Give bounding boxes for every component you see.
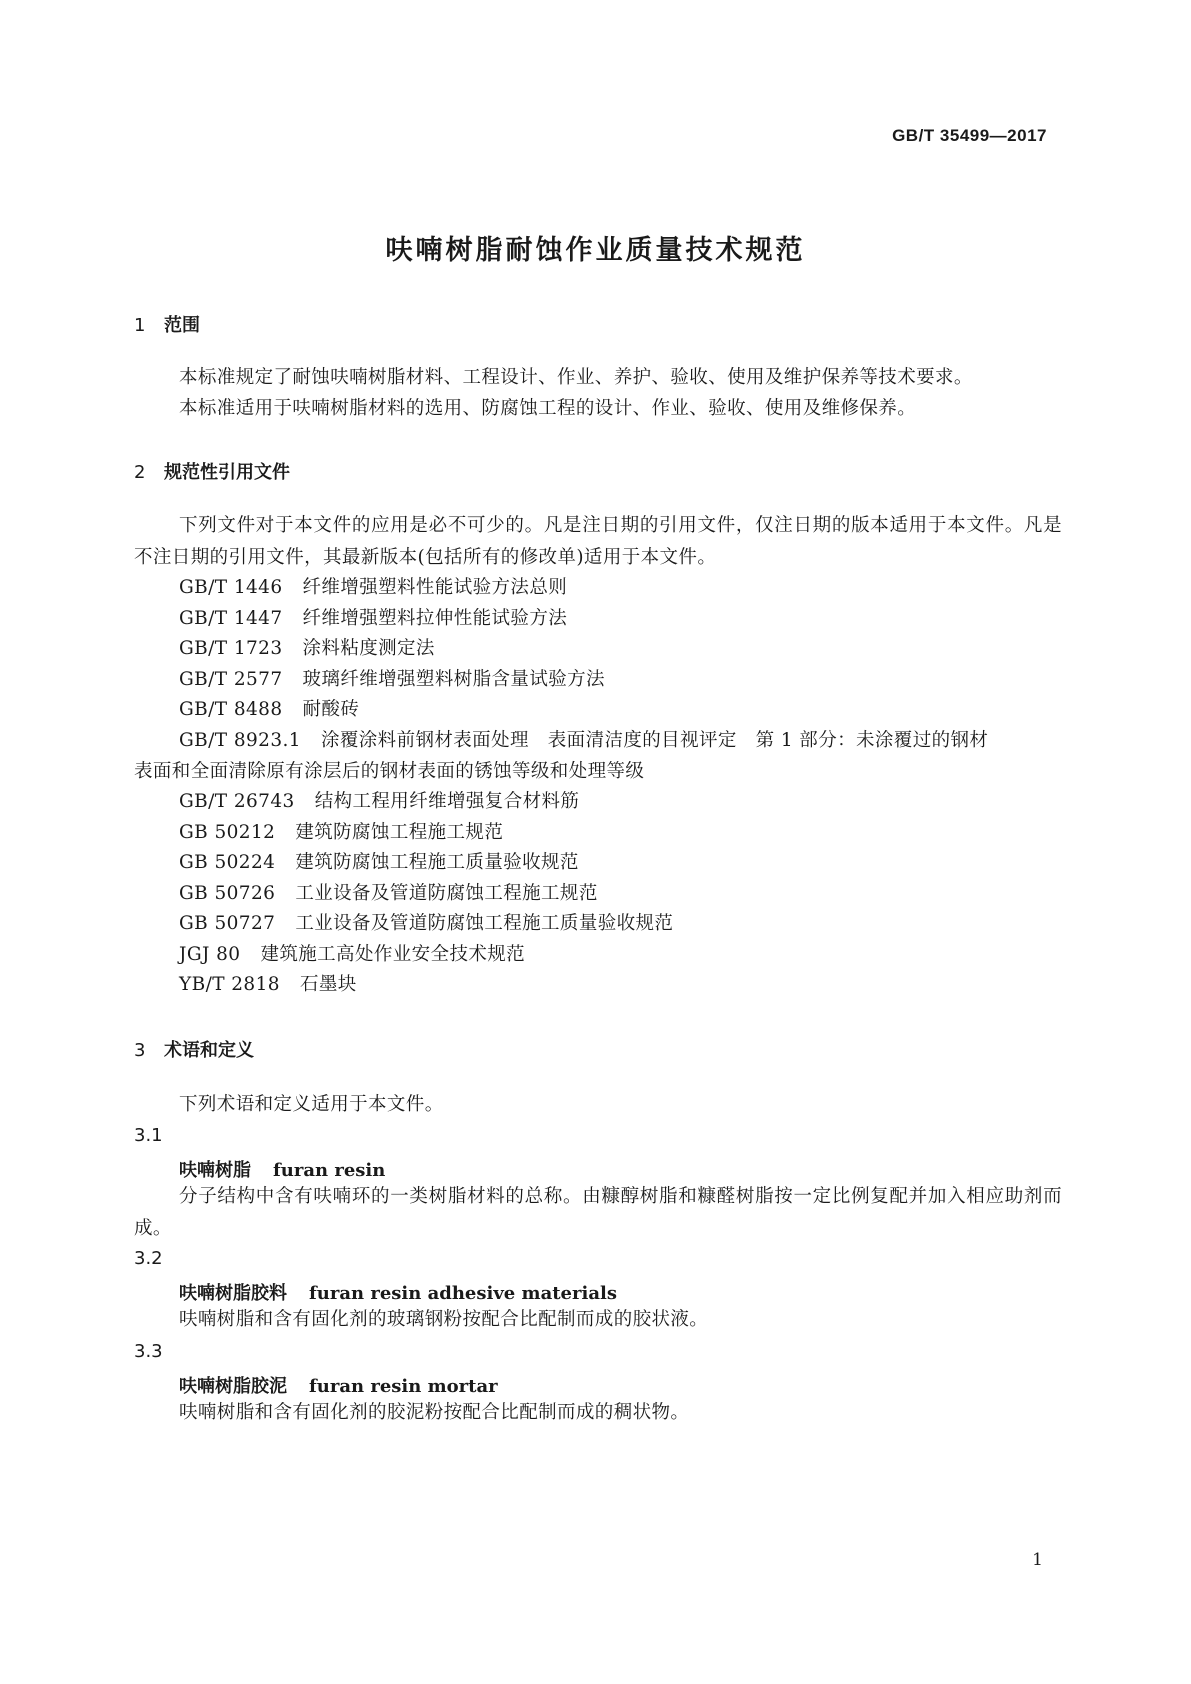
reference-code: GB 50726 xyxy=(179,883,276,904)
scope-paragraph: 本标准规定了耐蚀呋喃树脂材料、工程设计、作业、养护、验收、使用及维护保养等技术要求。 xyxy=(179,367,973,388)
reference-title: 工业设备及管道防腐蚀工程施工规范 xyxy=(295,883,598,904)
section-heading-terms xyxy=(134,1036,254,1062)
standard-code: GB/T 35499—2017 xyxy=(892,126,1047,145)
reference-item xyxy=(179,908,673,940)
reference-title: 建筑防腐蚀工程施工质量验收规范 xyxy=(295,852,579,873)
term-en: furan resin mortar xyxy=(309,1376,498,1397)
section-number: 3 xyxy=(134,1040,146,1061)
reference-code: GB/T 1447 xyxy=(179,608,283,629)
reference-title: 石墨块 xyxy=(299,974,357,995)
reference-code: GB/T 2577 xyxy=(179,669,283,690)
reference-title: 纤维增强塑料拉伸性能试验方法 xyxy=(302,608,568,629)
reference-code: YB/T 2818 xyxy=(179,974,280,995)
reference-title: 涂覆涂料前钢材表面处理 表面清洁度的目视评定 第 1 部分：未涂覆过的钢材 xyxy=(320,730,989,751)
normative-refs-intro: 下列文件对于本文件的应用是必不可少的。凡是注日期的引用文件，仅注日期的版本适用于本文件。凡是不注日期的引用文件，其最新版本(包括所有的修改单)适用于本文件。 xyxy=(134,515,1062,568)
reference-code: GB/T 1446 xyxy=(179,577,283,598)
reference-item xyxy=(179,939,525,971)
reference-item xyxy=(179,633,435,665)
term-zh: 呋喃树脂胶料 xyxy=(179,1283,287,1304)
section-number: 1 xyxy=(134,315,146,336)
reference-item xyxy=(179,847,579,879)
section-heading-scope xyxy=(134,311,200,337)
reference-item xyxy=(179,969,357,1001)
page-number: 1 xyxy=(1032,1550,1043,1570)
reference-title: 耐酸砖 xyxy=(302,699,360,720)
section-number: 2 xyxy=(134,462,146,483)
reference-item xyxy=(179,603,567,635)
term-definition: 分子结构中含有呋喃环的一类树脂材料的总称。由糠醇树脂和糠醛树脂按一定比例复配并加入相应助剂而成。 xyxy=(134,1186,1062,1239)
reference-title: 工业设备及管道防腐蚀工程施工质量验收规范 xyxy=(295,913,674,934)
reference-title: 玻璃纤维增强塑料树脂含量试验方法 xyxy=(302,669,605,690)
scope-paragraph: 本标准适用于呋喃树脂材料的选用、防腐蚀工程的设计、作业、验收、使用及维修保养。 xyxy=(179,398,917,419)
reference-code: GB 50212 xyxy=(179,822,276,843)
reference-item xyxy=(179,878,598,910)
term-number: 3.1 xyxy=(134,1125,163,1146)
reference-title-continued: 表面和全面清除原有涂层后的钢材表面的锈蚀等级和处理等级 xyxy=(134,761,645,782)
reference-code: GB/T 1723 xyxy=(179,638,283,659)
reference-code: GB 50727 xyxy=(179,913,276,934)
reference-code: GB/T 8923.1 xyxy=(179,730,301,751)
section-title: 范围 xyxy=(164,315,200,336)
term-definition: 呋喃树脂和含有固化剂的玻璃钢粉按配合比配制而成的胶状液。 xyxy=(179,1309,709,1330)
reference-title: 建筑施工高处作业安全技术规范 xyxy=(260,944,526,965)
reference-title: 结构工程用纤维增强复合材料筋 xyxy=(314,791,580,812)
term-number: 3.3 xyxy=(134,1341,163,1362)
document-title: 呋喃树脂耐蚀作业质量技术规范 xyxy=(385,235,806,266)
reference-code: JGJ 80 xyxy=(179,944,241,965)
term-definition: 呋喃树脂和含有固化剂的胶泥粉按配合比配制而成的稠状物。 xyxy=(179,1402,690,1423)
term-zh: 呋喃树脂胶泥 xyxy=(179,1376,287,1397)
section-title: 术语和定义 xyxy=(164,1040,254,1061)
terms-intro: 下列术语和定义适用于本文件。 xyxy=(179,1094,444,1115)
reference-item xyxy=(179,786,579,818)
section-title: 规范性引用文件 xyxy=(164,462,290,483)
reference-title: 涂料粘度测定法 xyxy=(302,638,435,659)
reference-code: GB/T 26743 xyxy=(179,791,295,812)
term-heading xyxy=(179,1279,617,1305)
term-en: furan resin xyxy=(273,1160,386,1181)
term-en: furan resin adhesive materials xyxy=(309,1283,617,1304)
reference-code: GB 50224 xyxy=(179,852,276,873)
reference-item xyxy=(179,572,567,604)
reference-item xyxy=(179,817,503,849)
term-heading xyxy=(179,1372,498,1398)
reference-item xyxy=(179,664,605,696)
term-number: 3.2 xyxy=(134,1248,163,1269)
section-heading-normative-refs xyxy=(134,458,290,484)
reference-code: GB/T 8488 xyxy=(179,699,283,720)
reference-title: 建筑防腐蚀工程施工规范 xyxy=(295,822,504,843)
reference-title: 纤维增强塑料性能试验方法总则 xyxy=(302,577,568,598)
term-heading xyxy=(179,1156,385,1182)
term-zh: 呋喃树脂 xyxy=(179,1160,251,1181)
reference-item xyxy=(179,725,988,757)
reference-item xyxy=(179,694,359,726)
